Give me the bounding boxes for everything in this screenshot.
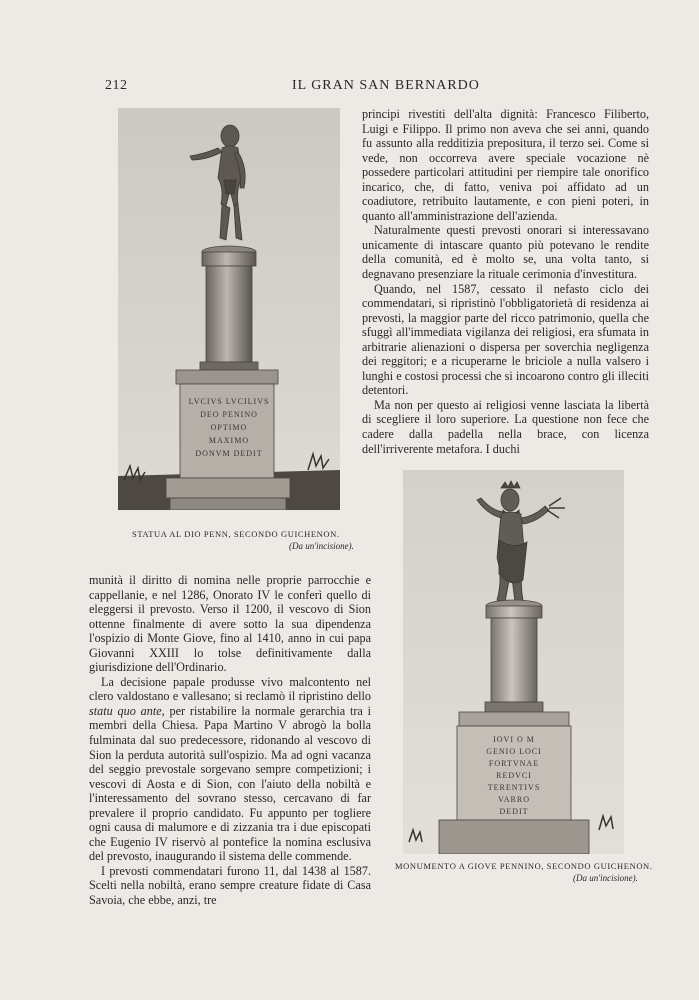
paragraph	[89, 675, 371, 864]
figure1-caption-source: (Da un'incisione).	[289, 541, 354, 551]
inscription-line: OPTIMO	[210, 423, 248, 432]
paragraph: Ma non per questo ai religiosi venne lasciata la libertà di scegliere il loro superiore. La questione non fece che cadere dalla padella nella brace, con licenza dell'irriverente metafora. I duchi	[362, 397, 649, 456]
inscription-line: VARRO	[498, 795, 530, 804]
paragraph: Quando, nel 1587, cessato il nefasto ciclo dei commendatari, si ripristinò l'obbligatorietà di residenza ai prevosti, la maggior parte del ricco patrimonio, quella che sfuggì all'immediata vigilanza dei religiosi, era sfumata in arbitrarie alienazioni o dispersa per soverchia negligenza dei reggitori; e a ricuperarne le briciole a nulla valsero i lunghi e costosi processi che si incoarono contro gli illeciti detentori.	[362, 281, 649, 398]
inscription-line: DEDIT	[499, 807, 529, 816]
inscription-line: IOVI O M	[493, 735, 535, 744]
paragraph: I prevosti commendatari furono 11, dal 1438 al 1587. Scelti nella nobiltà, erano sempre creature fidate di Casa Savoia, che ebbe, anzi, tre	[89, 863, 371, 908]
page-number: 212	[105, 78, 128, 93]
inscription-line: DONVM DEDIT	[195, 449, 263, 458]
figure2-caption-source: (Da un'incisione).	[573, 873, 638, 883]
figure-monument-giove	[403, 470, 624, 854]
inscription-line: FORTVNAE	[488, 759, 540, 768]
paragraph: munità il diritto di nomina nelle proprie parrocchie e cappellanie, e nel 1286, Onorato IV le conferì quello di eleggersi il prevosto. Verso il 1200, il vescovo di Sion ottenne finalmente di avere sotto la sua dipendenza l'ospizio di Monte Giove, fino al 1410, anno in cui papa Giovanni XXIII lo tolse definitivamente dalla giurisdizione dell'Ordinario.	[89, 573, 371, 675]
text-column-top	[362, 107, 649, 456]
paragraph-text: , per ristabilire la normale gerarchia tra i membri della Chiesa. Papa Martino V abrogò la bolla fulminata dal suo predecessore, ridonando al vescovo di Sion la perduta autorità sull'ospizio. Ma ad ogni vacanza del seggio prevostale sorgevano sempre competizioni; i vescovi di Aosta e di Sion, con l'aiuto della nobiltà e l'interessamento del sovrano stesso, cercavano di far prevalere il proprio candidato. Fu appunto per togliere ogni causa di malumore e di zizzania tra i due episcopati che Eugenio IV riservò al pontefice la nomina esclusiva del prevosto, inaugurando il sistema delle commende.	[89, 703, 372, 864]
inscription-line: TERENTIVS	[487, 783, 541, 792]
figure-statue-penn	[118, 108, 340, 510]
inscription-line: LVCIVS LVCILIVS	[188, 397, 270, 406]
running-head: IL GRAN SAN BERNARDO	[292, 78, 480, 93]
figure2-caption: MONUMENTO A GIOVE PENNINO, SECONDO GUICHENON.	[395, 861, 653, 871]
inscription-line: REDVCI	[496, 771, 532, 780]
inscription-line: GENIO LOCI	[486, 747, 542, 756]
inscription-line: DEO PENINO	[200, 410, 258, 419]
figure1-caption: STATUA AL DIO PENN, SECONDO GUICHENON.	[132, 529, 340, 539]
paragraph-text: La decisione papale produsse vivo malcontento nel clero valdostano e vallesano; si reclamò il ripristino dello	[89, 674, 371, 704]
inscription-line: MAXIMO	[208, 436, 250, 445]
text-column-bottom	[89, 573, 371, 908]
paragraph: Naturalmente questi prevosti onorari si interessavano unicamente di intascare quanto più potevano le rendite della comunità, ed è molto se, una volta tanto, si degnavano presenziare la rituale cerimonia d'investitura.	[362, 223, 649, 282]
paragraph: principi rivestiti dell'alta dignità: Francesco Filiberto, Luigi e Filippo. Il primo non aveva che sei anni, quando fu assunto alla redditizia prepositura, il terzo sei. Come si vede, non occorreva avere speciale vocazione nè possedere particolari attitudini per riempire tale onorifico incarico, che, di fatto, veniva poi affidato ad un coadiutore, retribuito lautamente, e con pieni poteri, in quanto all'amministrazione dell'azienda.	[362, 107, 649, 223]
latin-phrase: statu quo ante	[89, 703, 162, 718]
